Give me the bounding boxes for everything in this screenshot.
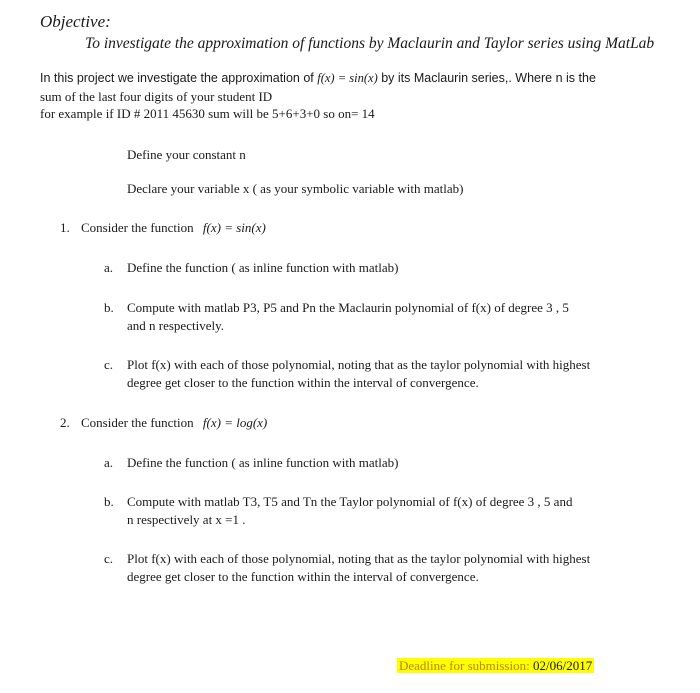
intro-line-3: for example if ID # 2011 45630 sum will be 5+6+3+0 so on= 14 (40, 106, 375, 121)
objective-text: To investigate the approximation of functions by Maclaurin and Taylor series using MatLab (85, 35, 655, 52)
intro-line-2: sum of the last four digits of your student ID (40, 89, 273, 104)
deadline-note (397, 658, 594, 674)
declare-variable-step: Declare your variable x ( as your symbolic variable with matlab) (127, 181, 464, 196)
q1-number: 1. (60, 220, 70, 235)
q2-text: Consider the function f(x) = log(x) (81, 415, 268, 430)
intro-math: f(x) = sin(x) (317, 71, 378, 85)
q1-a-label: a. (104, 260, 114, 275)
define-constant-step: Define your constant n (127, 147, 246, 162)
deadline-label: Deadline for submission: (399, 658, 530, 673)
deadline-date: 02/06/2017 (532, 658, 593, 673)
q1-b-line-1: Compute with matlab P3, P5 and Pn the Maclaurin polynomial of f(x) of degree 3 , 5 (127, 300, 569, 315)
q1-c-line-2: degree get closer to the function within the interval of convergence. (127, 375, 479, 390)
q1-b-label: b. (104, 300, 114, 315)
q1-text: Consider the function f(x) = sin(x) (81, 220, 266, 235)
q2-a-label: a. (104, 455, 114, 470)
q1-a-text: Define the function ( as inline function with matlab) (127, 260, 399, 275)
intro-line-1: In this project we investigate the approximation of f(x) = sin(x) by its Maclaurin series,. Where n is the (40, 71, 596, 85)
q2-c-label: c. (104, 551, 114, 566)
q1-function: f(x) = sin(x) (202, 220, 266, 235)
q2-c-line-2: degree get closer to the function within the interval of convergence. (127, 569, 479, 584)
q1-c-line-1: Plot f(x) with each of those polynomial, noting that as the taylor polynomial with highest (127, 357, 591, 372)
q2-number: 2. (60, 415, 70, 430)
q1-c-label: c. (104, 357, 114, 372)
q2-function: f(x) = log(x) (202, 415, 268, 430)
q1-b-line-2: and n respectively. (127, 318, 224, 333)
q2-b-line-1: Compute with matlab T3, T5 and Tn the Taylor polynomial of f(x) of degree 3 , 5 and (127, 494, 573, 509)
q2-b-label: b. (104, 494, 114, 509)
objective-heading: Objective: (40, 12, 111, 31)
q2-c-line-1: Plot f(x) with each of those polynomial, noting that as the taylor polynomial with highest (127, 551, 591, 566)
q2-a-text: Define the function ( as inline function with matlab) (127, 455, 399, 470)
q2-b-line-2: n respectively at x =1 . (127, 512, 246, 527)
